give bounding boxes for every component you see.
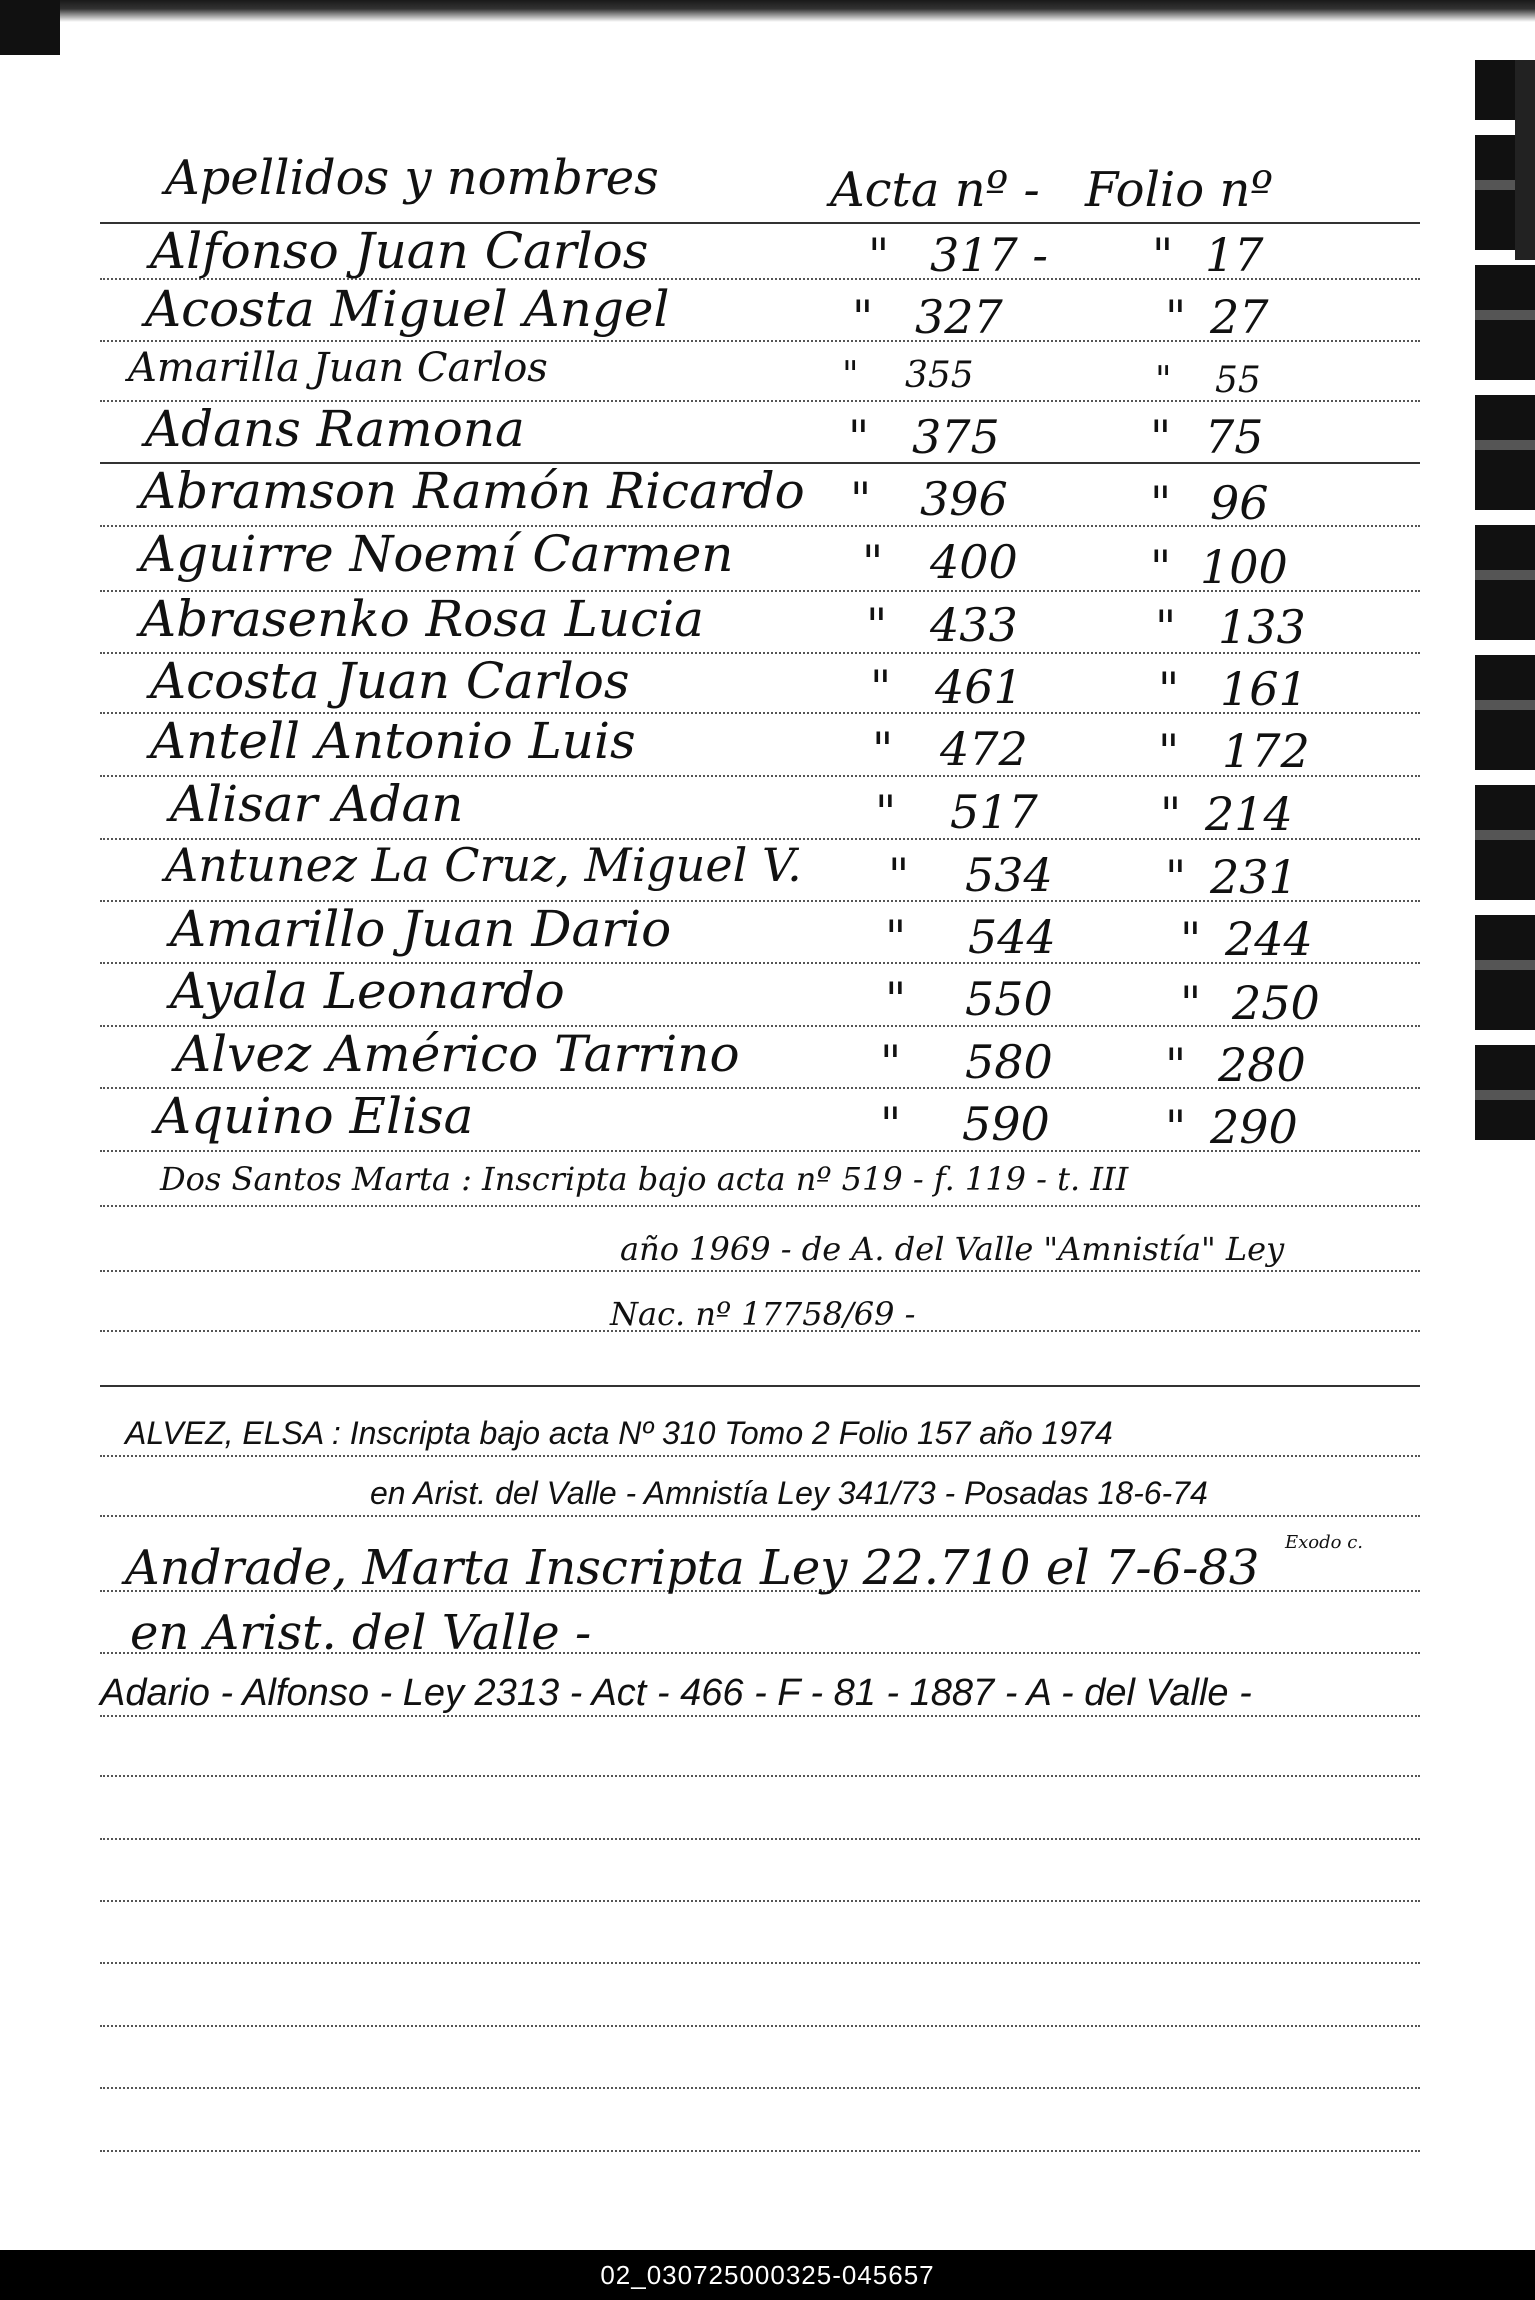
- entry-name: Adans Ramona: [145, 400, 525, 458]
- ditto-mark: ": [872, 722, 894, 776]
- rule-line: [100, 1715, 1420, 1717]
- ditto-mark: ": [1150, 410, 1172, 464]
- note-alvez-line1: ALVEZ, ELSA : Inscripta bajo acta Nº 310 Tomo 2 Folio 157 año 1974: [125, 1415, 1113, 1451]
- rule-line: [100, 2087, 1420, 2089]
- ditto-mark: ": [1155, 600, 1177, 654]
- rule-line: [100, 1385, 1420, 1387]
- entry-acta: 433: [930, 598, 1018, 652]
- note-andrade-date-annotation: Exodo c.: [1285, 1532, 1364, 1553]
- note-dos-santos-line1: Dos Santos Marta : Inscripta bajo acta nº 519 - f. 119 - t. III: [160, 1160, 1129, 1198]
- entry-folio: 280: [1218, 1038, 1306, 1092]
- entry-name: Acosta Miguel Angel: [145, 280, 670, 338]
- ditto-mark: ": [1160, 787, 1182, 841]
- entry-acta: 317 -: [930, 228, 1048, 282]
- entry-folio: 290: [1210, 1100, 1298, 1154]
- entry-acta: 375: [912, 410, 1000, 464]
- entry-folio: 250: [1232, 976, 1320, 1030]
- entry-name: Amarilla Juan Carlos: [128, 345, 548, 391]
- entry-folio: 55: [1215, 360, 1261, 401]
- rule-line: [100, 1455, 1420, 1457]
- entry-name: Acosta Juan Carlos: [150, 652, 630, 710]
- ditto-mark: ": [1152, 228, 1174, 282]
- note-andrade-line1: Andrade, Marta Inscripta Ley 22.710 el 7-6-83: [125, 1540, 1260, 1596]
- note-dos-santos-line3: Nac. nº 17758/69 -: [610, 1295, 916, 1333]
- ditto-mark: ": [1150, 540, 1172, 594]
- entry-acta: 355: [905, 355, 974, 396]
- ditto-mark: ": [866, 598, 888, 652]
- entry-folio: 244: [1225, 912, 1313, 966]
- entry-acta: 534: [965, 848, 1053, 902]
- entry-folio: 172: [1222, 724, 1310, 778]
- entry-name: Alvez Américo Tarrino: [175, 1025, 740, 1083]
- ditto-mark: ": [1180, 912, 1202, 966]
- ditto-mark: ": [868, 228, 890, 282]
- entry-name: Antell Antonio Luis: [150, 712, 636, 770]
- ditto-mark: ": [1165, 290, 1187, 344]
- ditto-mark: ": [1158, 724, 1180, 778]
- entry-name: Antunez La Cruz, Miguel V.: [165, 838, 802, 892]
- ditto-mark: ": [1165, 1100, 1187, 1154]
- ditto-mark: ": [852, 290, 874, 344]
- entry-folio: 96: [1210, 476, 1269, 530]
- ditto-mark: ": [1155, 360, 1172, 401]
- entry-folio: 75: [1205, 410, 1264, 464]
- entry-name: Ayala Leonardo: [170, 962, 565, 1020]
- note-andrade-line2: en Arist. del Valle -: [130, 1605, 592, 1661]
- entry-folio: 214: [1205, 787, 1293, 841]
- entry-name: Aguirre Noemí Carmen: [140, 525, 734, 583]
- entry-folio: 133: [1218, 600, 1306, 654]
- entry-name: Alisar Adan: [170, 775, 464, 833]
- ditto-mark: ": [885, 972, 907, 1026]
- entry-acta: 580: [965, 1035, 1053, 1089]
- entry-folio: 100: [1200, 540, 1288, 594]
- entry-acta: 400: [930, 535, 1018, 589]
- entry-acta: 544: [968, 910, 1056, 964]
- acta-column-header: Acta nº -: [830, 162, 1040, 218]
- ditto-mark: ": [1165, 850, 1187, 904]
- entry-acta: 550: [965, 972, 1053, 1026]
- entry-folio: 17: [1205, 228, 1264, 282]
- entry-folio: 231: [1210, 850, 1298, 904]
- note-dos-santos-line2: año 1969 - de A. del Valle "Amnistía" Ley: [620, 1230, 1285, 1268]
- entry-acta: 517: [950, 785, 1038, 839]
- ditto-mark: ": [875, 785, 897, 839]
- document-id-footer: 02_030725000325-045657: [0, 2250, 1535, 2300]
- entry-folio: 27: [1210, 290, 1269, 344]
- entry-folio: 161: [1220, 662, 1308, 716]
- entry-acta: 396: [920, 472, 1008, 526]
- folio-column-header: Folio nº: [1085, 162, 1273, 218]
- ditto-mark: ": [862, 535, 884, 589]
- ditto-mark: ": [848, 410, 870, 464]
- rule-line: [100, 1900, 1420, 1902]
- entry-name: Alfonso Juan Carlos: [150, 222, 649, 280]
- entry-name: Abramson Ramón Ricardo: [140, 462, 805, 520]
- entry-acta: 472: [940, 722, 1028, 776]
- rule-line: [100, 1962, 1420, 1964]
- rule-line: [100, 1775, 1420, 1777]
- entry-acta: 590: [962, 1097, 1050, 1151]
- ditto-mark: ": [1165, 1038, 1187, 1092]
- ditto-mark: ": [880, 1035, 902, 1089]
- rule-line: [100, 1838, 1420, 1840]
- ditto-mark: ": [880, 1097, 902, 1151]
- ditto-mark: ": [850, 472, 872, 526]
- note-adario: Adario - Alfonso - Ley 2313 - Act - 466 - F - 81 - 1887 - A - del Valle -: [100, 1672, 1252, 1714]
- entry-name: Abrasenko Rosa Lucia: [140, 590, 704, 648]
- rule-line: [100, 1515, 1420, 1517]
- ditto-mark: ": [1158, 662, 1180, 716]
- ditto-mark: ": [888, 848, 910, 902]
- ditto-mark: ": [885, 910, 907, 964]
- ditto-mark: ": [870, 660, 892, 714]
- entry-acta: 461: [935, 660, 1023, 714]
- entry-acta: 327: [915, 290, 1003, 344]
- rule-line: [100, 1205, 1420, 1207]
- entry-name: Amarillo Juan Dario: [170, 900, 672, 958]
- rule-line: [100, 2150, 1420, 2152]
- ditto-mark: ": [1150, 476, 1172, 530]
- rule-line: [100, 2025, 1420, 2027]
- note-alvez-line2: en Arist. del Valle - Amnistía Ley 341/73 - Posadas 18-6-74: [370, 1475, 1208, 1511]
- ditto-mark: ": [842, 355, 859, 396]
- ditto-mark: ": [1180, 976, 1202, 1030]
- names-column-header: Apellidos y nombres: [165, 150, 659, 206]
- entry-name: Aquino Elisa: [155, 1087, 474, 1145]
- rule-line: [100, 1270, 1420, 1272]
